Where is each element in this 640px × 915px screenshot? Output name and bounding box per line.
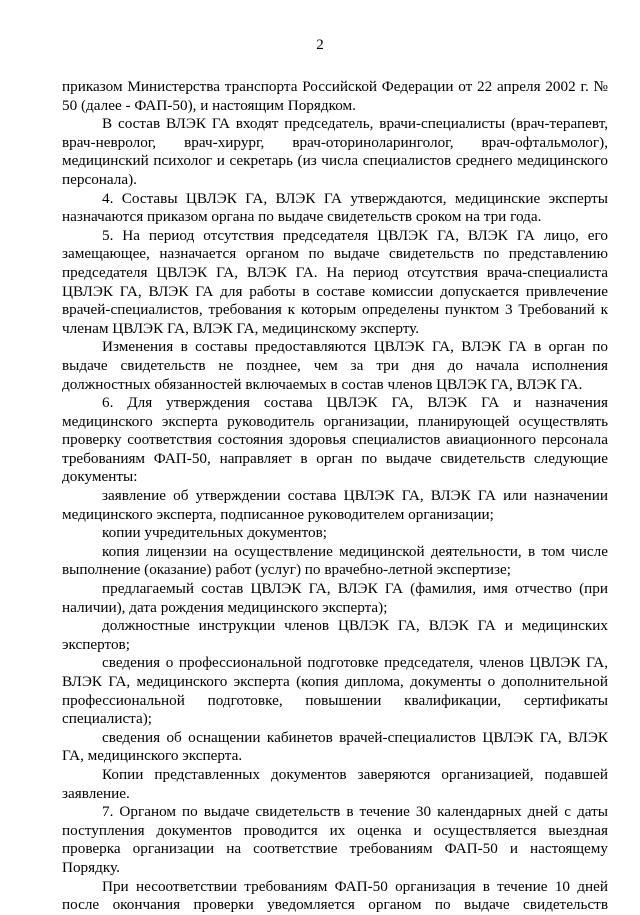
- paragraph-item-6: 6. Для утверждения состава ЦВЛЭК ГА, ВЛЭК ГА и назначения медицинского эксперта руководитель организации, планирующей осуществлять проверку соответствия состояния здоровья специалистов авиационного персонала требованиям ФАП-50, направляет в орган по выдаче свидетельств следующие документы:: [62, 394, 608, 486]
- list-item-license-copy: копия лицензии на осуществление медицинской деятельности, в том числе выполнение (оказание) работ (услуг) по врачебно-летной экспертизе;: [62, 542, 608, 579]
- list-item-proposed-composition: предлагаемый состав ЦВЛЭК ГА, ВЛЭК ГА (фамилия, имя отчество (при наличии), дата рождения медицинского эксперта);: [62, 580, 608, 616]
- paragraph-copies-certified: Копии представленных документов заверяются организацией, подавшей заявление.: [62, 765, 608, 802]
- list-item-training-info: сведения о профессиональной подготовке председателя, членов ЦВЛЭК ГА, ВЛЭК ГА, медицинского эксперта (копия диплома, документы о дополнительной профессиональной подготовке, повышении квалификации, сертификаты специалиста);: [62, 654, 608, 728]
- list-item-application: заявление об утверждении состава ЦВЛЭК ГА, ВЛЭК ГА или назначении медицинского эксперта, подписанное руководителем организации;: [62, 487, 608, 523]
- list-item-job-descriptions: должностные инструкции членов ЦВЛЭК ГА, ВЛЭК ГА и медицинских экспертов;: [62, 617, 608, 653]
- paragraph-continuation: приказом Министерства транспорта Российской Федерации от 22 апреля 2002 г. № 50 (далее - ФАП-50), и настоящим Порядком.: [62, 78, 608, 114]
- list-item-equipment-info: сведения об оснащении кабинетов врачей-специалистов ЦВЛЭК ГА, ВЛЭК ГА, медицинского эксперта.: [62, 728, 608, 765]
- page-number: 2: [316, 37, 324, 53]
- list-item-founding-documents: копии учредительных документов;: [102, 524, 327, 542]
- paragraph-composition-changes: Изменения в составы предоставляются ЦВЛЭК ГА, ВЛЭК ГА в орган по выдаче свидетельств не позднее, чем за три дня до начала исполнения должностных обязанностей включаемых в состав членов ЦВЛЭК ГА, ВЛЭК ГА.: [62, 338, 608, 393]
- paragraph-item-4: 4. Составы ЦВЛЭК ГА, ВЛЭК ГА утверждаются, медицинские эксперты назначаются приказом органа по выдаче свидетельств сроком на три года.: [62, 189, 608, 226]
- paragraph-vlek-composition: В состав ВЛЭК ГА входят председатель, врачи-специалисты (врач-терапевт, врач-невролог, врач-хирург, врач-оториноларинголог, врач-офтальмолог), медицинский психолог и секретарь (из числа специалистов среднего медицинского персонала).: [62, 115, 608, 188]
- paragraph-non-compliance: При несоответствии требованиям ФАП-50 организация в течение 10 дней после окончания проверки уведомляется органом по выдаче свидетельств: [62, 877, 608, 914]
- document-body: [62, 78, 608, 915]
- paragraph-item-5: 5. На период отсутствия председателя ЦВЛЭК ГА, ВЛЭК ГА лицо, его замещающее, назначается органом по выдаче свидетельств по представлению председателя ЦВЛЭК ГА, ВЛЭК ГА. На период отсутствия врача-специалиста ЦВЛЭК ГА, ВЛЭК ГА для работы в составе комиссии допускается привлечение врачей-специалистов, требования к которым определены пунктом 3 Требований к членам ЦВЛЭК ГА, ВЛЭК ГА, медицинскому эксперту.: [62, 226, 608, 337]
- paragraph-item-7: 7. Органом по выдаче свидетельств в течение 30 календарных дней с даты поступления документов проводится их оценка и осуществляется выездная проверка организации на соответствие требованиям ФАП-50 и настоящему Порядку.: [62, 803, 608, 876]
